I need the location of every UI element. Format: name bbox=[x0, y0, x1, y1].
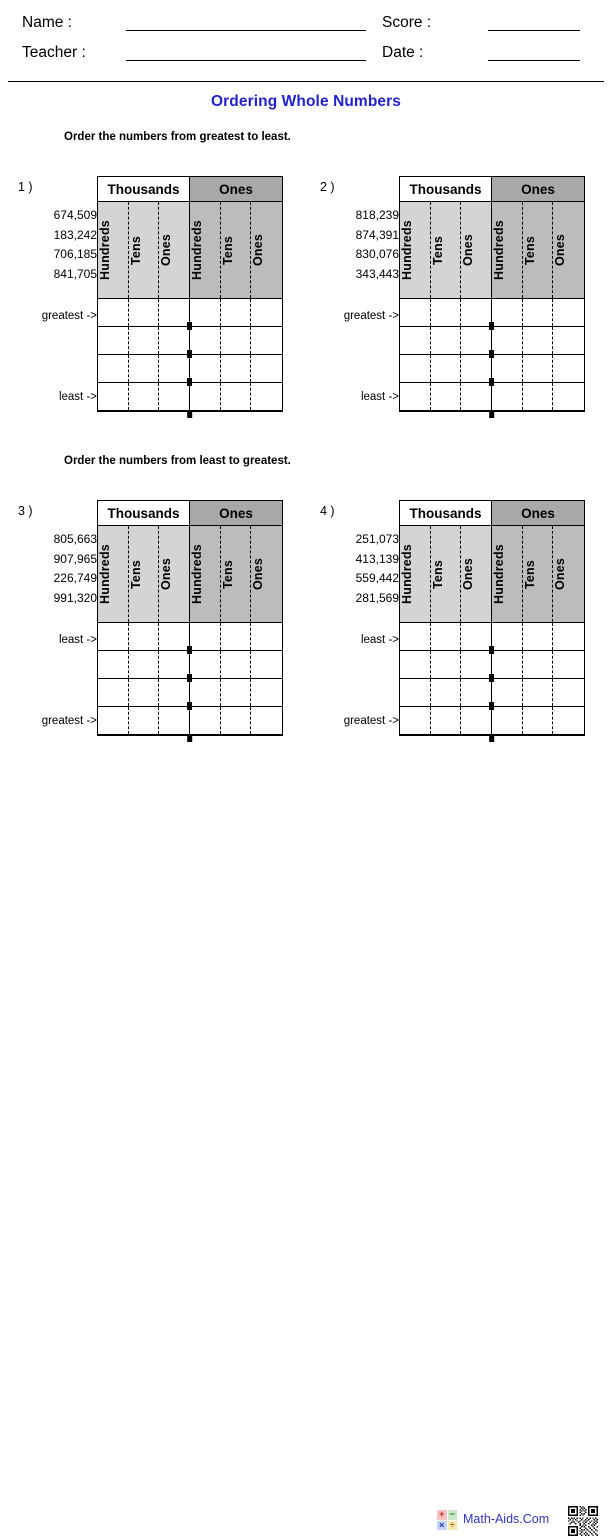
answer-cell[interactable] bbox=[492, 679, 523, 706]
score-label: Score : bbox=[382, 14, 432, 31]
answer-cell[interactable] bbox=[492, 707, 523, 734]
answer-cell[interactable] bbox=[159, 651, 190, 678]
answer-cell[interactable] bbox=[523, 327, 554, 354]
teacher-input-line[interactable] bbox=[126, 60, 366, 61]
order-label-bottom: greatest -> bbox=[343, 715, 399, 727]
group-header-row bbox=[98, 177, 282, 202]
comma-marker bbox=[490, 734, 495, 742]
number-list bbox=[320, 206, 399, 284]
list-item: 830,076 bbox=[355, 247, 399, 261]
order-label-top: least -> bbox=[360, 634, 399, 646]
answer-cell[interactable] bbox=[553, 383, 584, 410]
answer-row[interactable] bbox=[400, 679, 584, 707]
answer-cell[interactable] bbox=[221, 707, 252, 734]
place-value-table bbox=[399, 176, 585, 412]
answer-cell[interactable] bbox=[400, 707, 431, 734]
answer-cell[interactable] bbox=[129, 383, 160, 410]
answer-cell[interactable] bbox=[523, 623, 554, 650]
answer-cell[interactable] bbox=[251, 299, 282, 326]
name-label: Name : bbox=[22, 14, 72, 31]
answer-cell[interactable] bbox=[492, 299, 523, 326]
answer-cell[interactable] bbox=[431, 623, 462, 650]
answer-cell[interactable] bbox=[461, 707, 492, 734]
answer-cell[interactable] bbox=[523, 679, 554, 706]
answer-cell[interactable] bbox=[190, 327, 221, 354]
answer-cell[interactable] bbox=[190, 679, 221, 706]
place-header-ones-tens: Tens bbox=[221, 202, 252, 298]
order-label-top: greatest -> bbox=[343, 310, 399, 322]
answer-cell[interactable] bbox=[400, 623, 431, 650]
group-header-ones: Ones bbox=[190, 501, 282, 525]
answer-cell[interactable] bbox=[251, 355, 282, 382]
answer-cell[interactable] bbox=[431, 299, 462, 326]
answer-cell[interactable] bbox=[98, 299, 129, 326]
list-item: 183,242 bbox=[53, 227, 97, 242]
answer-cell[interactable] bbox=[129, 651, 160, 678]
answer-cell[interactable] bbox=[461, 355, 492, 382]
answer-cell[interactable] bbox=[431, 383, 462, 410]
answer-cell[interactable] bbox=[400, 651, 431, 678]
place-header-thousands-tens: Tens bbox=[431, 526, 462, 622]
page-footer bbox=[0, 752, 612, 1530]
answer-cell[interactable] bbox=[523, 383, 554, 410]
divider-tail bbox=[491, 735, 493, 742]
answer-cell[interactable] bbox=[461, 327, 492, 354]
answer-cell[interactable] bbox=[461, 679, 492, 706]
list-item: 874,391 bbox=[355, 227, 399, 242]
problem-number: 4 ) bbox=[320, 504, 335, 518]
answer-cell[interactable] bbox=[98, 707, 129, 734]
answer-cell[interactable] bbox=[523, 651, 554, 678]
place-header-thousands-ones: Ones bbox=[461, 202, 492, 298]
worksheet-header bbox=[0, 0, 612, 80]
place-header-thousands-tens: Tens bbox=[431, 202, 462, 298]
answer-cell[interactable] bbox=[190, 651, 221, 678]
place-header-thousands-hundreds: Hundreds bbox=[98, 202, 129, 298]
page-title: Ordering Whole Numbers bbox=[211, 93, 401, 110]
answer-cell[interactable] bbox=[553, 623, 584, 650]
place-header-ones-tens: Tens bbox=[221, 526, 252, 622]
group-header-thousands: Thousands bbox=[98, 177, 190, 201]
group-header-row bbox=[400, 501, 584, 526]
answer-cell[interactable] bbox=[221, 383, 252, 410]
group-header-ones: Ones bbox=[492, 501, 584, 525]
problem-left-column bbox=[320, 176, 399, 408]
answer-cell[interactable] bbox=[523, 299, 554, 326]
qr-code-icon bbox=[568, 1506, 598, 1536]
answer-cell[interactable] bbox=[221, 679, 252, 706]
number-list bbox=[18, 206, 97, 284]
list-item: 226,749 bbox=[53, 571, 97, 585]
answer-cell[interactable] bbox=[400, 355, 431, 382]
score-input-line[interactable] bbox=[488, 30, 580, 31]
answer-cell[interactable] bbox=[159, 623, 190, 650]
answer-cell[interactable] bbox=[129, 355, 160, 382]
list-item: 251,073 bbox=[355, 532, 399, 546]
answer-cell[interactable] bbox=[461, 383, 492, 410]
answer-cell[interactable] bbox=[221, 623, 252, 650]
answer-row[interactable] bbox=[400, 707, 584, 735]
place-header-thousands-ones: Ones bbox=[461, 526, 492, 622]
answer-cell[interactable] bbox=[431, 327, 462, 354]
teacher-label: Teacher : bbox=[22, 44, 86, 61]
problem-left-column bbox=[18, 176, 97, 408]
place-header-thousands-tens: Tens bbox=[129, 202, 160, 298]
instruction-least-to-greatest: Order the numbers from least to greatest. bbox=[64, 455, 291, 467]
answer-row[interactable] bbox=[98, 299, 282, 327]
answer-cell[interactable] bbox=[159, 707, 190, 734]
multiply-icon: × bbox=[437, 1521, 447, 1531]
place-header-thousands-ones: Ones bbox=[159, 202, 190, 298]
place-header-thousands-hundreds: Hundreds bbox=[400, 202, 431, 298]
answer-cell[interactable] bbox=[159, 679, 190, 706]
answer-cell[interactable] bbox=[251, 651, 282, 678]
place-header-thousands-tens: Tens bbox=[129, 526, 160, 622]
answer-cell[interactable] bbox=[98, 623, 129, 650]
divider-tail bbox=[189, 411, 191, 418]
list-item: 413,139 bbox=[355, 551, 399, 566]
comma-marker bbox=[188, 410, 193, 418]
answer-row[interactable] bbox=[98, 707, 282, 735]
place-header-thousands-hundreds: Hundreds bbox=[98, 526, 129, 622]
answer-cell[interactable] bbox=[553, 651, 584, 678]
answer-cell[interactable] bbox=[190, 707, 221, 734]
answer-row[interactable] bbox=[400, 383, 584, 411]
comma-marker bbox=[188, 734, 193, 742]
date-input-line[interactable] bbox=[488, 60, 580, 61]
place-header-ones-tens: Tens bbox=[523, 202, 554, 298]
date-label: Date : bbox=[382, 44, 424, 61]
answer-cell[interactable] bbox=[251, 327, 282, 354]
answer-cell[interactable] bbox=[221, 651, 252, 678]
answer-row[interactable] bbox=[98, 327, 282, 355]
answer-row[interactable] bbox=[98, 623, 282, 651]
answer-cell[interactable] bbox=[251, 679, 282, 706]
answer-cell[interactable] bbox=[98, 355, 129, 382]
group-header-thousands: Thousands bbox=[98, 501, 190, 525]
place-header-ones-tens: Tens bbox=[523, 526, 554, 622]
answer-cell[interactable] bbox=[431, 355, 462, 382]
answer-cell[interactable] bbox=[523, 707, 554, 734]
place-value-table bbox=[97, 176, 283, 412]
place-header-ones-hundreds: Hundreds bbox=[492, 526, 523, 622]
order-label-bottom: least -> bbox=[360, 391, 399, 403]
answer-cell[interactable] bbox=[98, 651, 129, 678]
list-item: 674,509 bbox=[53, 208, 97, 222]
answer-cell[interactable] bbox=[251, 383, 282, 410]
list-item: 907,965 bbox=[53, 551, 97, 566]
problem-left-column bbox=[18, 500, 97, 732]
number-list bbox=[18, 530, 97, 608]
answer-cell[interactable] bbox=[190, 623, 221, 650]
answer-cell[interactable] bbox=[553, 327, 584, 354]
answer-row[interactable] bbox=[98, 679, 282, 707]
answer-cell[interactable] bbox=[129, 299, 160, 326]
divide-icon: ÷ bbox=[448, 1521, 458, 1531]
problem-number: 3 ) bbox=[18, 504, 33, 518]
answer-cell[interactable] bbox=[523, 355, 554, 382]
answer-cell[interactable] bbox=[129, 679, 160, 706]
answer-cell[interactable] bbox=[159, 299, 190, 326]
group-header-thousands: Thousands bbox=[400, 501, 492, 525]
answer-cell[interactable] bbox=[492, 355, 523, 382]
answer-row[interactable] bbox=[98, 355, 282, 383]
answer-row[interactable] bbox=[400, 651, 584, 679]
place-header-ones-ones: Ones bbox=[553, 526, 584, 622]
answer-cell[interactable] bbox=[492, 651, 523, 678]
list-item: 991,320 bbox=[53, 590, 97, 605]
answer-row[interactable] bbox=[400, 299, 584, 327]
answer-cell[interactable] bbox=[461, 651, 492, 678]
answer-cell[interactable] bbox=[190, 299, 221, 326]
answer-cell[interactable] bbox=[251, 623, 282, 650]
list-item: 559,442 bbox=[355, 571, 399, 585]
answer-cell[interactable] bbox=[431, 707, 462, 734]
place-header-thousands-hundreds: Hundreds bbox=[400, 526, 431, 622]
answer-cell[interactable] bbox=[98, 383, 129, 410]
place-value-table bbox=[97, 500, 283, 736]
answer-cell[interactable] bbox=[492, 327, 523, 354]
answer-cell[interactable] bbox=[400, 327, 431, 354]
place-header-row bbox=[400, 202, 584, 299]
instruction-greatest-to-least: Order the numbers from greatest to least. bbox=[64, 131, 291, 143]
place-header-ones-hundreds: Hundreds bbox=[190, 202, 221, 298]
answer-cell[interactable] bbox=[400, 679, 431, 706]
answer-cell[interactable] bbox=[129, 327, 160, 354]
problem-number: 2 ) bbox=[320, 180, 335, 194]
answer-row[interactable] bbox=[400, 327, 584, 355]
order-label-top: least -> bbox=[58, 634, 97, 646]
answer-cell[interactable] bbox=[553, 679, 584, 706]
number-list bbox=[320, 530, 399, 608]
answer-cell[interactable] bbox=[159, 383, 190, 410]
minus-icon: − bbox=[448, 1510, 458, 1520]
answer-cell[interactable] bbox=[221, 299, 252, 326]
place-header-ones-ones: Ones bbox=[553, 202, 584, 298]
answer-cell[interactable] bbox=[492, 383, 523, 410]
comma-marker bbox=[490, 410, 495, 418]
place-header-row bbox=[98, 526, 282, 623]
group-header-ones: Ones bbox=[492, 177, 584, 201]
brand-label[interactable]: Math-Aids.Com bbox=[463, 1512, 550, 1526]
answer-cell[interactable] bbox=[461, 299, 492, 326]
answer-cell[interactable] bbox=[98, 679, 129, 706]
answer-row[interactable] bbox=[400, 355, 584, 383]
answer-row[interactable] bbox=[98, 651, 282, 679]
answer-cell[interactable] bbox=[129, 707, 160, 734]
answer-cell[interactable] bbox=[492, 623, 523, 650]
answer-cell[interactable] bbox=[431, 679, 462, 706]
group-header-row bbox=[400, 177, 584, 202]
answer-cell[interactable] bbox=[400, 299, 431, 326]
plus-icon: + bbox=[437, 1510, 447, 1520]
group-header-thousands: Thousands bbox=[400, 177, 492, 201]
group-header-ones: Ones bbox=[190, 177, 282, 201]
place-header-thousands-ones: Ones bbox=[159, 526, 190, 622]
answer-cell[interactable] bbox=[251, 707, 282, 734]
list-item: 818,239 bbox=[355, 208, 399, 222]
answer-cell[interactable] bbox=[190, 355, 221, 382]
order-label-bottom: least -> bbox=[58, 391, 97, 403]
place-header-row bbox=[400, 526, 584, 623]
name-input-line[interactable] bbox=[126, 30, 366, 31]
answer-cell[interactable] bbox=[400, 383, 431, 410]
problem-left-column bbox=[320, 500, 399, 732]
place-header-ones-hundreds: Hundreds bbox=[492, 202, 523, 298]
group-header-row bbox=[98, 501, 282, 526]
answer-cell[interactable] bbox=[159, 355, 190, 382]
list-item: 343,443 bbox=[355, 266, 399, 281]
list-item: 706,185 bbox=[53, 247, 97, 261]
answer-cell[interactable] bbox=[129, 623, 160, 650]
divider-tail bbox=[189, 735, 191, 742]
place-header-ones-ones: Ones bbox=[251, 526, 282, 622]
calculator-icon bbox=[437, 1510, 457, 1530]
answer-cell[interactable] bbox=[221, 355, 252, 382]
list-item: 841,705 bbox=[53, 266, 97, 281]
order-label-top: greatest -> bbox=[41, 310, 97, 322]
place-header-ones-hundreds: Hundreds bbox=[190, 526, 221, 622]
answer-cell[interactable] bbox=[190, 383, 221, 410]
answer-cell[interactable] bbox=[553, 707, 584, 734]
list-item: 805,663 bbox=[53, 532, 97, 546]
order-label-bottom: greatest -> bbox=[41, 715, 97, 727]
answer-cell[interactable] bbox=[461, 623, 492, 650]
header-divider bbox=[8, 81, 604, 82]
answer-cell[interactable] bbox=[221, 327, 252, 354]
problem-number: 1 ) bbox=[18, 180, 33, 194]
answer-cell[interactable] bbox=[553, 355, 584, 382]
list-item: 281,569 bbox=[355, 590, 399, 605]
place-value-table bbox=[399, 500, 585, 736]
answer-cell[interactable] bbox=[431, 651, 462, 678]
answer-cell[interactable] bbox=[98, 327, 129, 354]
divider-tail bbox=[491, 411, 493, 418]
answer-cell[interactable] bbox=[159, 327, 190, 354]
answer-row[interactable] bbox=[98, 383, 282, 411]
answer-row[interactable] bbox=[400, 623, 584, 651]
answer-cell[interactable] bbox=[553, 299, 584, 326]
place-header-row bbox=[98, 202, 282, 299]
place-header-ones-ones: Ones bbox=[251, 202, 282, 298]
